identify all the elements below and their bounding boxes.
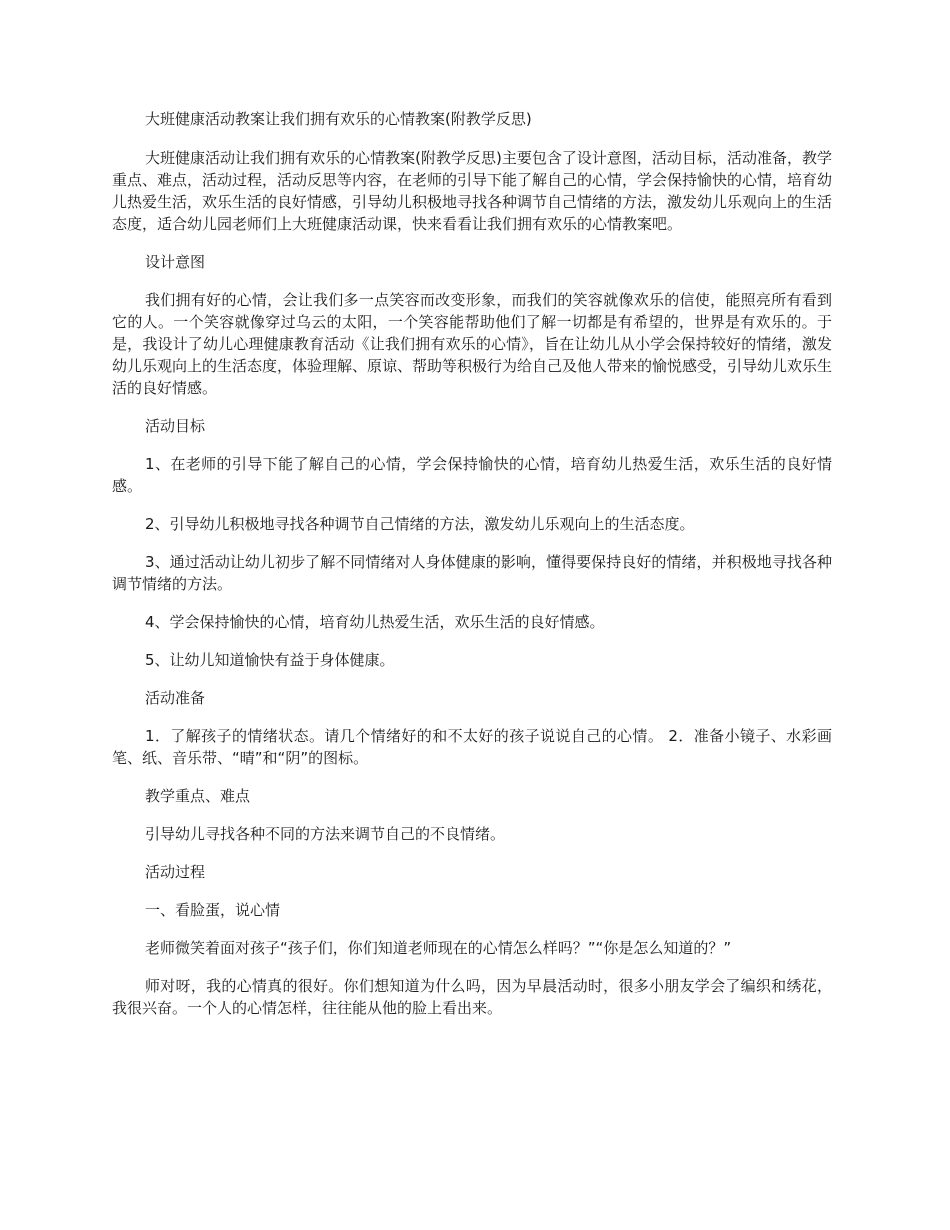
process-paragraph-1: 老师微笑着面对孩子“孩子们，你们知道老师现在的心情怎么样吗？”“你是怎么知道的？”	[145, 939, 732, 957]
process-step-heading-1: 一、看脸蛋，说心情	[145, 901, 281, 919]
document-title: 大班健康活动教案让我们拥有欢乐的心情教案(附教学反思)	[145, 110, 532, 128]
goal-item-3: 3、通过活动让幼儿初步了解不同情绪对人身体健康的影响，懂得要保持良好的情绪，并积极地寻找各种调节情绪的方法。	[112, 553, 832, 593]
section-heading-goals: 活动目标	[145, 417, 206, 435]
preparation-paragraph: 1．了解孩子的情绪状态。请几个情绪好的和不太好的孩子说说自己的心情。 2．准备小镜子、水彩画笔、纸、音乐带、“晴”和“阴”的图标。	[112, 727, 832, 767]
section-heading-key-points: 教学重点、难点	[145, 787, 251, 805]
document-page	[112, 108, 832, 1035]
goal-item-4: 4、学会保持愉快的心情，培育幼儿热爱生活，欢乐生活的良好情感。	[145, 613, 605, 631]
key-points-paragraph: 引导幼儿寻找各种不同的方法来调节自己的不良情绪。	[145, 825, 506, 843]
section-heading-process: 活动过程	[145, 863, 206, 881]
goal-item-2: 2、引导幼儿积极地寻找各种调节自己情绪的方法，激发幼儿乐观向上的生活态度。	[145, 515, 695, 533]
design-intent-paragraph: 我们拥有好的心情，会让我们多一点笑容而改变形象，而我们的笑容就像欢乐的信使，能照亮所有看到它的人。一个笑容就像穿过乌云的太阳，一个笑容能帮助他们了解一切都是有希望的，世界是有欢乐的。于是，我设计了幼儿心理健康教育活动《让我们拥有欢乐的心情》，旨在让幼儿从小学会保持较好的情绪，激发幼儿乐观向上的生活态度，体验理解、原谅、帮助等积极行为给自己及他人带来的愉悦感受，引导幼儿欢乐生活的良好情感。	[112, 291, 833, 397]
goal-item-1: 1、在老师的引导下能了解自己的心情，学会保持愉快的心情，培育幼儿热爱生活，欢乐生活的良好情感。	[112, 455, 832, 495]
section-heading-preparation: 活动准备	[145, 689, 206, 707]
goal-item-5: 5、让幼儿知道愉快有益于身体健康。	[145, 651, 395, 669]
section-heading-design-intent: 设计意图	[145, 253, 206, 271]
intro-paragraph: 大班健康活动让我们拥有欢乐的心情教案(附教学反思)主要包含了设计意图，活动目标，活动准备，教学重点、难点，活动过程，活动反思等内容，在老师的引导下能了解自己的心情，学会保持愉快的心情，培育幼儿热爱生活，欢乐生活的良好情感，引导幼儿积极地寻找各种调节自己情绪的方法，激发幼儿乐观向上的生活态度，适合幼儿园老师们上大班健康活动课，快来看看让我们拥有欢乐的心情教案吧。	[112, 149, 833, 233]
process-paragraph-2: 师对呀，我的心情真的很好。你们想知道为什么吗，因为早晨活动时，很多小朋友学会了编织和绣花，我很兴奋。一个人的心情怎样，往往能从他的脸上看出来。	[112, 977, 832, 1017]
